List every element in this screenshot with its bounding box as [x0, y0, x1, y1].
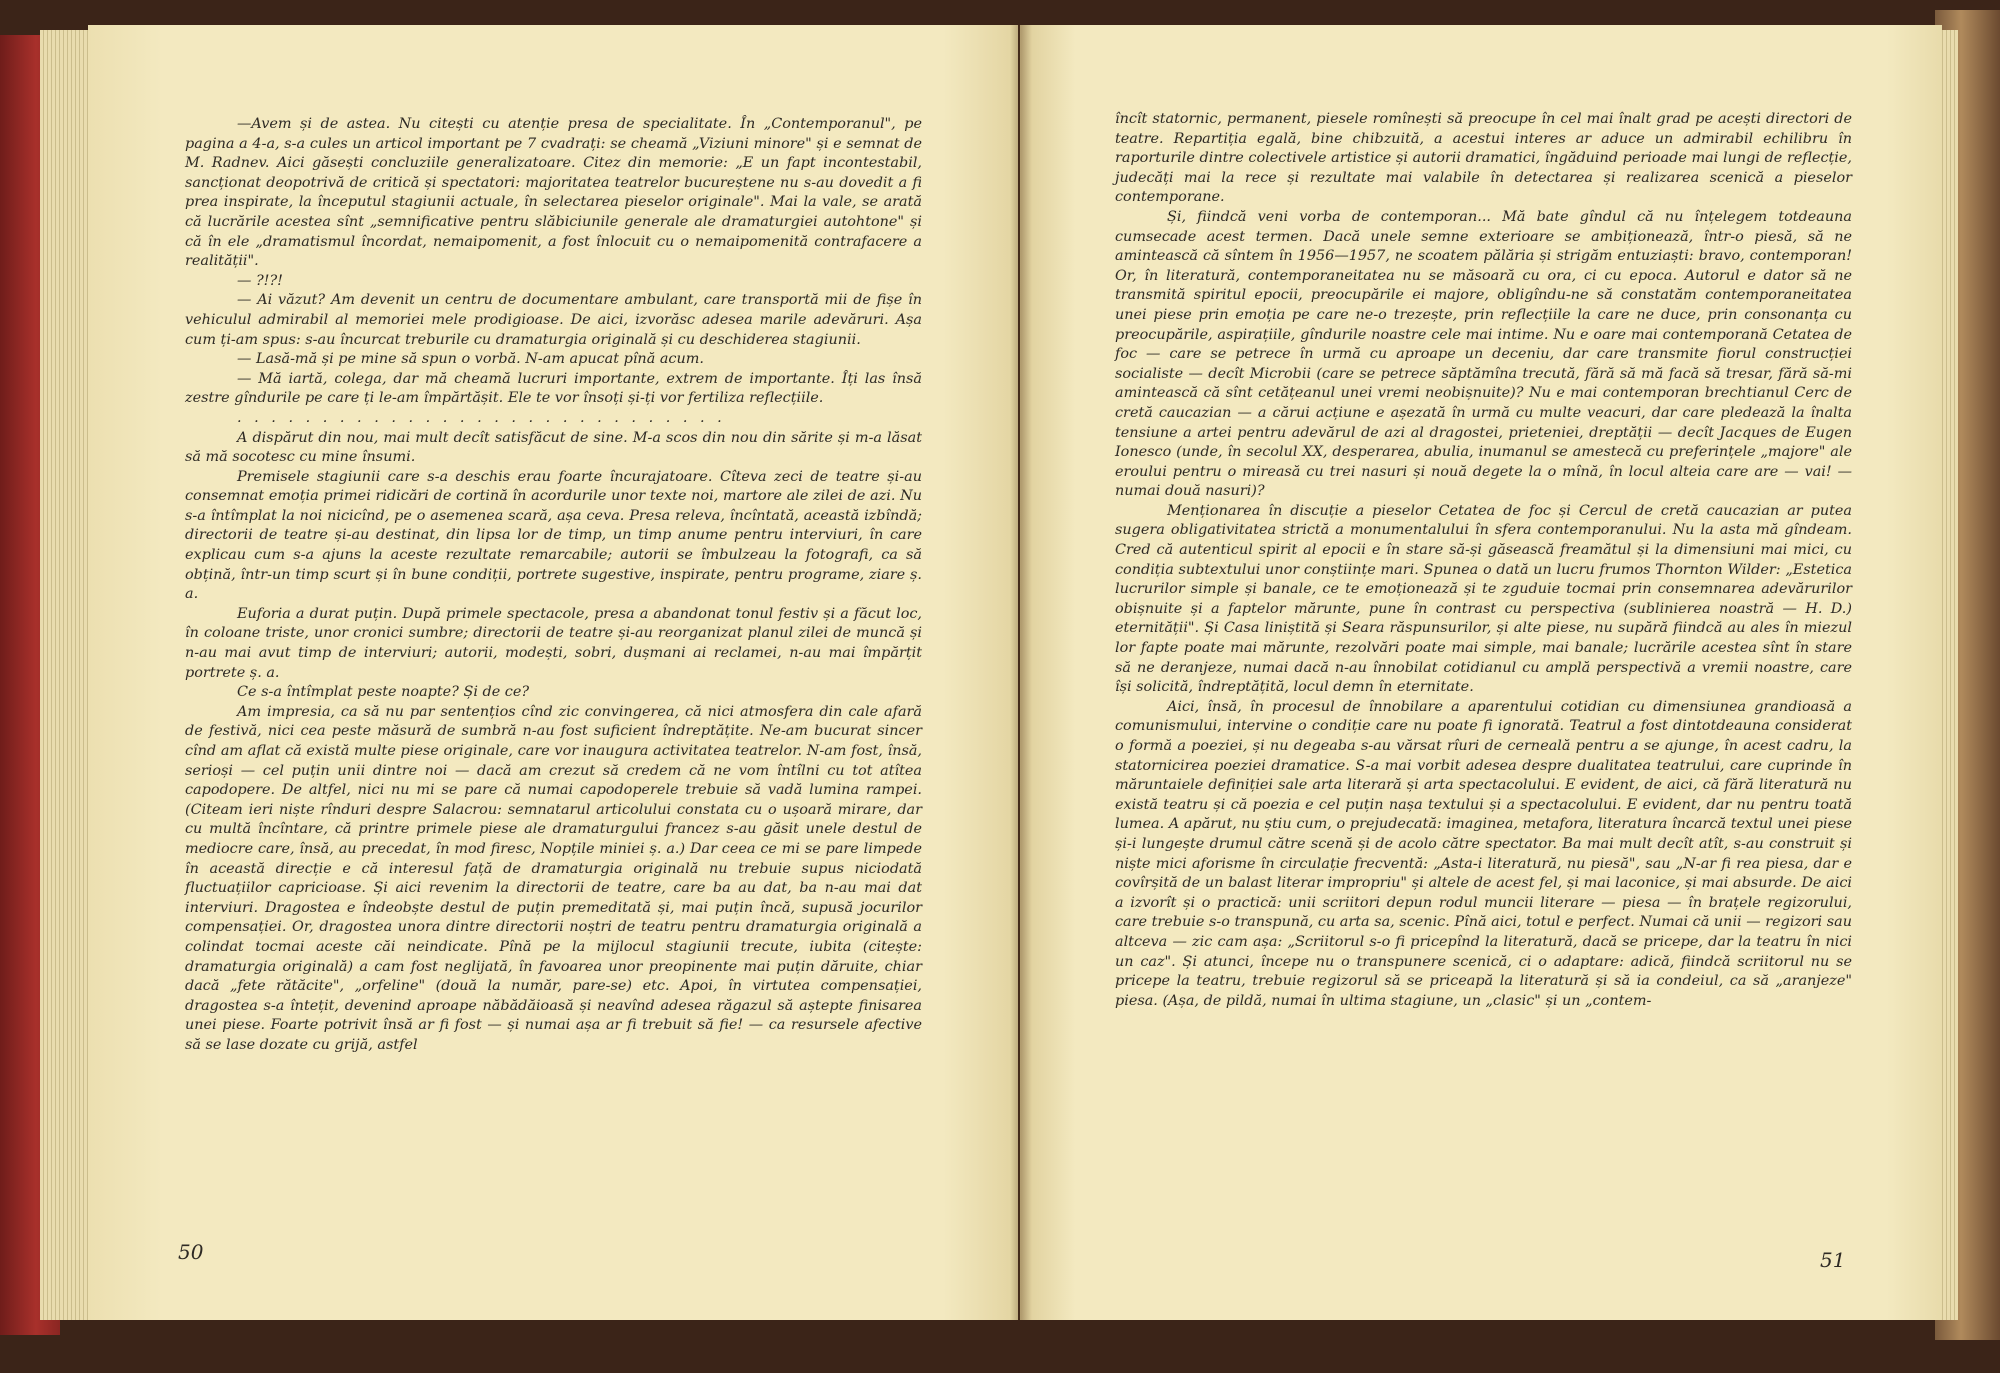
paragraph: Euforia a durat puțin. După primele spectacole, presa a abandonat tonul festiv și a făcut loc, în coloane triste, unor cronici sumbre; directorii de teatre și-au reorganizat planul zilei de muncă și n-au mai avut timp de interviuri; autorii, modești, sobri, dușmani ai reclamei, n-au mai împărțit portrete ș. a.: [185, 605, 922, 681]
right-page-text: [1115, 110, 1852, 1011]
page-number-right: 51: [1820, 1248, 1846, 1272]
paragraph: — Lasă-mă și pe mine să spun o vorbă. N-am apucat pînă acum.: [237, 351, 704, 368]
paragraph: Ce s-a întîmplat peste noapte? Și de ce?: [237, 684, 530, 701]
paragraph: încît statornic, permanent, piesele romînești să preocupe în cel mai înalt grad pe acești directori de teatre. Repartiția egală, bine chibzuită, a acestui interes ar aduce un admirabil echilibru în raporturile dintre colectivele artistice și autorii dramatici, îngăduind perioade mai lungi de reflecție, judecăți mai la rece și rezultate mai valabile în detectarea și realizarea scenică a pieselor contemporane.: [1115, 111, 1852, 206]
book-gutter: [1010, 25, 1032, 1320]
paragraph: . . . . . . . . . . . . . . . . . . . . . . . . . . . . .: [237, 409, 726, 426]
left-page-text: [185, 115, 922, 1056]
paragraph: Premisele stagiunii care s-a deschis erau foarte încurajatoare. Cîteva zeci de teatre și-au consemnat emoția primei ridicări de cortină în acordurile unor texte noi, martore ale zilei de azi. Nu s-a întîmplat la noi nicicînd, pe o asemenea scară, așa ceva. Presa releva, încîntată, această izbîndă; directorii de teatre și-au destinat, din lipsa lor de timp, un timp anume pentru interviuri, în care explicau cum s-a ajuns la aceste rezultate remarcabile; autorii se îmbulzeau la fotografi, ca să obțină, într-un timp scurt și în bune condiții, portrete sugestive, inspirate, pentru programe, ziare ș. a.: [185, 468, 922, 603]
paragraph: Aici, însă, în procesul de înnobilare a aparentului cotidian cu dimensiunea grandioasă a comunismului, intervine o condiție care nu poate fi ignorată. Teatrul a fost dintotdeauna considerat o formă a poeziei, și nu degeaba s-au vărsat rîuri de cerneală pentru a se ajunge, în acest cadru, la statornicirea poeziei dramatice. S-a mai vorbit adesea despre dualitatea teatrului, care cuprinde în măruntaiele definiției sale arta literară și arta spectacolului. E evident, de aici, că fără literatură nu există teatru și că poezia e cel puțin nașa textului și a spectacolului. E evident, dar nu pentru toată lumea. A apărut, nu știu cum, o prejudecată: imaginea, metafora, literatura încarcă textul unei piese și-i lungește drumul către scenă și de acolo către spectator. Ba mai mult decît atît, s-au construit și niște mici aforisme în circulație frecventă: „Asta-i literatură, nu piesă", sau „N-ar fi rea piesa, dar e covîrșită de un balast literar impropriu" și altele de acest fel, și mai laconice, și mai absurde. De aici a izvorît și o practică: unii scriitori depun rodul muncii literare — piesa — în brațele regizorului, care trebuie s-o transpună, cu arta sa, scenic. Pînă aici, totul e perfect. Numai că unii — regizori sau altceva — zic cam așa: „Scriitorul s-o fi pricepînd la literatură, dacă se pricepe, dar la teatru în nici un caz". Și atunci, începe nu o transpunere scenică, ci o adaptare: adică, fiindcă scriitorul nu se pricepe la teatru, trebuie regizorul să se priceapă la literatură și să ia condeiul, ca să „aranjeze" piesa. (Așa, de pildă, numai în ultima stagiune, un „clasic" și un „contem-: [1115, 698, 1852, 1009]
paragraph: Menționarea în discuție a pieselor Cetatea de foc și Cercul de cretă caucazian ar putea sugera obligativitatea strictă a monumentalului în sfera contemporanului. Nu la asta mă gîndeam. Cred că autenticul spirit al epocii e în stare să-și găsească freamătul și la dimensiuni mai mici, cu condiția subtextului unor conștiințe mari. Spunea o dată un lucru frumos Thornton Wilder: „Estetica lucrurilor simple și banale, ce te emoționează și te zguduie tocmai prin consemnarea adevărurilor obișnuite și a faptelor mărunte, pune în contrast cu perspectiva (sublinierea noastră — H. D.) eternității". Și Casa liniștită și Seara răspunsurilor, și alte piese, nu supără fiindcă au ales în miezul lor fapte poate mai mărunte, rezolvări poate mai simple, mai banale; lucrările acestea sînt în stare să ne deranjeze, numai dacă n-au înnobilat cotidianul cu amplă perspectivă a vremii noastre, care își solicită, îndreptățită, locul demn în eternitate.: [1115, 502, 1852, 696]
paragraph: A dispărut din nou, mai mult decît satisfăcut de sine. M-a scos din nou din sărite și m-a lăsat să mă socotesc cu mine însumi.: [185, 429, 922, 466]
page-number-left: 50: [178, 1240, 204, 1264]
paragraph: Și, fiindcă veni vorba de contemporan... Mă bate gîndul că nu înțelegem totdeauna cumsecade acest termen. Dacă unele semne exterioare se ambiționează, într-o piesă, să ne amintească că sîntem în 1956—1957, ne scoatem pălăria și strigăm entuziaști: bravo, contemporan! Or, în literatură, contemporaneitatea nu se măsoară cu ora, ci cu epoca. Autorul e dator să ne transmită spiritul epocii, preocupările ei majore, obligîndu-ne să constatăm contemporaneitatea unei piese prin emoția pe care ne-o trezește, prin reflecțiile la care ne duce, prin consonanța cu preocupările, aspirațiile, gîndurile noastre cele mai intime. Nu e oare mai contemporană Cetatea de foc — care se petrece în urmă cu aproape un deceniu, dar care transmite fiorul construcției socialiste — decît Microbii (care se petrece săptămîna trecută, fără să mă facă să tresar, fără să-mi amintească că sînt cetățeanul unei vremi neobișnuite)? Nu e mai contemporan brechtianul Cerc de cretă caucazian — a cărui acțiune e așezată în urmă cu multe veacuri, dar care pledează la înalta tensiune a artei pentru adevărul de azi al dragostei, prieteniei, dreptății — decît Jacques de Eugen Ionesco (unde, în secolul XX, desperarea, abulia, inumanul se amestecă cu preferințele „majore" ale eroului pentru o mireasă cu trei nasuri și nouă degete la o mînă, în locul alteia care are — vai! — numai două nasuri)?: [1115, 208, 1852, 500]
paragraph: Am impresia, ca să nu par sentențios cînd zic convingerea, că nici atmosfera din cale afară de festivă, nici cea peste măsură de sumbră n-au fost suficient îndreptățite. Ne-am bucurat sincer cînd am aflat că există multe piese originale, care vor inaugura activitatea teatrelor. N-am fost, însă, serioși — cel puțin unii dintre noi — dacă am crezut să credem că ne vom întîlni cu tot atîtea capodopere. De altfel, nici nu mi se pare că numai capodoperele trebuie să vadă lumina rampei. (Citeam ieri niște rînduri despre Salacrou: semnatarul articolului constata cu o ușoară mirare, dar cu multă încîntare, că printre primele piese ale dramaturgului francez s-au găsit unele destul de mediocre care, însă, au precedat, în mod firesc, Nopțile miniei ș. a.) Dar ceea ce mi se pare limpede în această direcție e că interesul față de dramaturgia originală nu trebuie supus niciodată fluctuațiilor capricioase. Și aici revenim la directorii de teatre, care ba au dat, ba n-au mai dat interviuri. Dragostea e îndeobște destul de puțin premeditată și, mai puțin încă, supusă jocurilor compensației. Or, dragostea unora dintre directorii noștri de teatru pentru dramaturgia originală a colindat tocmai aceste căi neindicate. Pînă pe la mijlocul stagiunii trecute, iubita (citește: dramaturgia originală) a cam fost neglijată, în favoarea unor preopinente mai puțin dăruite, chiar dacă „fete rătăcite", „orfeline" (două la număr, pare-se) etc. Apoi, în virtutea compensației, dragostea s-a întețit, devenind aproape năbădăioasă și neavînd adesea răgazul să aștepte finisarea unei piese. Foarte potrivit însă ar fi fost — și numai așa ar fi trebuit să fie! — ca resursele afective să se lase dozate cu grijă, astfel: [185, 703, 922, 1053]
paragraph: — Mă iartă, colega, dar mă cheamă lucruri importante, extrem de importante. Îți las însă zestre gîndurile pe care ți le-am împărtășit. Ele te vor însoți și-ți vor fertiliza reflecțiile.: [185, 370, 922, 407]
page-edges-left: [40, 30, 95, 1320]
paragraph: —Avem și de astea. Nu citești cu atenție presa de specialitate. În „Contemporanul", pe pagina a 4-a, s-a cules un articol important pe 7 cvadrați: se cheamă „Viziuni minore" și e semnat de M. Radnev. Aici găsești concluziile generalizatoare. Citez din memorie: „E un fapt incontestabil, sancționat deopotrivă de critică și spectatori: majoritatea teatrelor bucureștene nu s-au dovedit a fi prea inspirate, la începutul stagiunii actuale, în selectarea pieselor originale". Mai la vale, se arată că lucrările acestea sînt „semnificative pentru slăbiciunile generale ale dramaturgiei autohtone" și că în ele „dramatismul încordat, nemaipomenit, a fost înlocuit cu o nemaipomenită contrafacere a realității".: [185, 116, 922, 270]
paragraph: — Ai văzut? Am devenit un centru de documentare ambulant, care transportă mii de fișe în vehiculul admirabil al memoriei mele prodigioase. De aici, izvorăsc adesea marile adevăruri. Așa cum ți-am spus: s-au încurcat treburile cu dramaturgia originală și cu deschiderea stagiunii.: [185, 292, 922, 348]
paragraph: — ?!?!: [237, 272, 283, 289]
